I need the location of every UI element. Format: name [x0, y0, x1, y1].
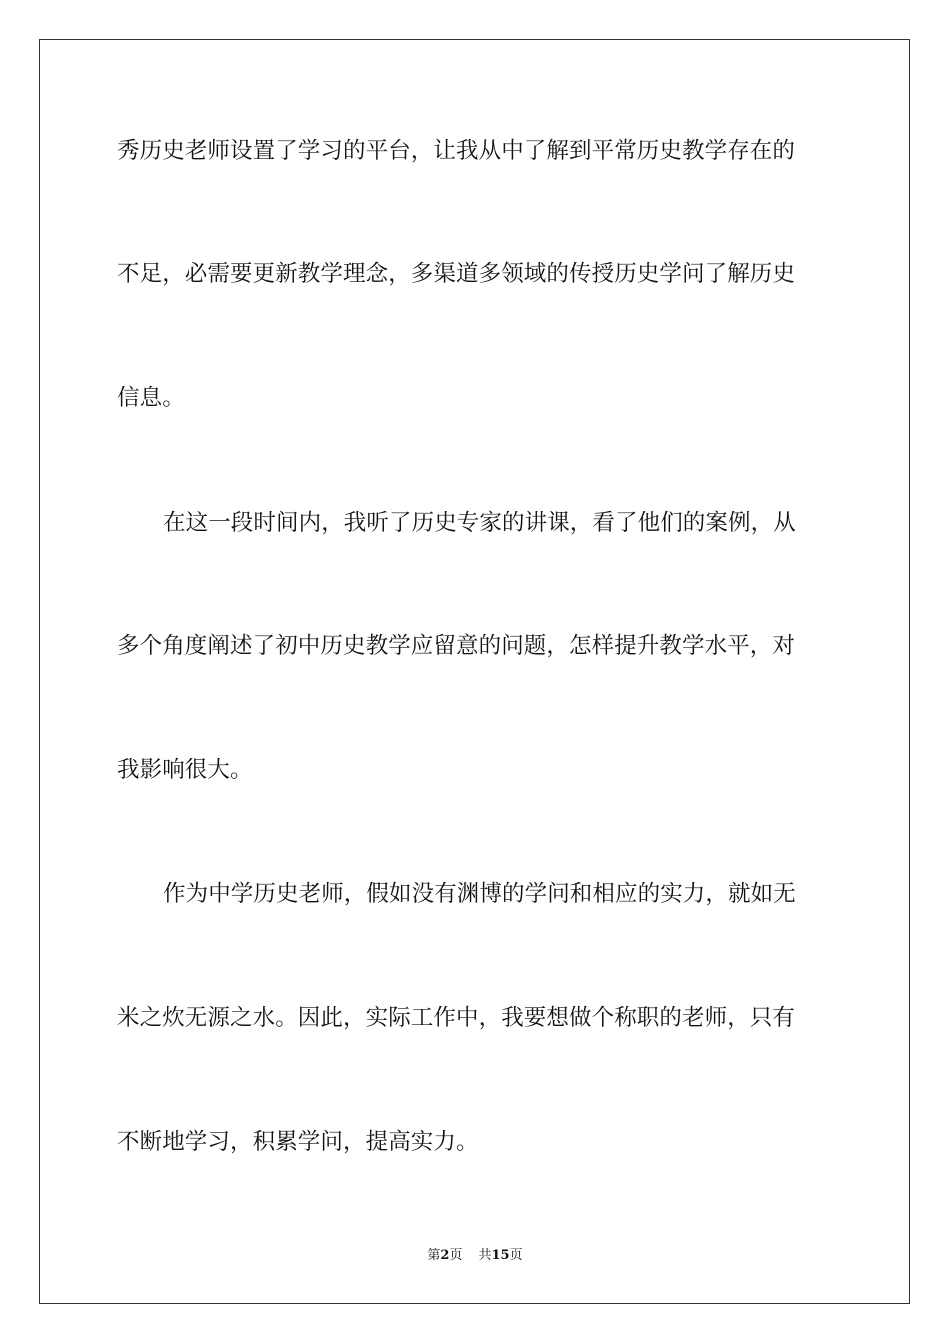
- text-line-7: 作为中学历史老师，假如没有渊博的学问和相应的实力，就如无: [163, 881, 796, 907]
- text-line-1: 秀历史老师设置了学习的平台，让我从中了解到平常历史教学存在的: [117, 138, 796, 164]
- total-suffix: 页: [509, 1248, 523, 1263]
- text-line-6: 我影响很大。: [117, 757, 253, 783]
- page-suffix: 页: [449, 1248, 463, 1263]
- text-line-3: 信息。: [117, 385, 185, 411]
- text-line-9: 不断地学习，积累学问，提高实力。: [117, 1129, 479, 1155]
- page-current: 2: [440, 1248, 450, 1263]
- text-line-5: 多个角度阐述了初中历史教学应留意的问题，怎样提升教学水平，对: [117, 633, 796, 659]
- text-line-2: 不足，必需要更新教学理念，多渠道多领域的传授历史学问了解历史: [117, 261, 796, 287]
- text-line-4: 在这一段时间内，我听了历史专家的讲课，看了他们的案例，从: [163, 510, 796, 536]
- total-prefix: 共: [478, 1248, 492, 1263]
- text-line-8: 米之炊无源之水。因此，实际工作中，我要想做个称职的老师，只有: [117, 1005, 796, 1031]
- page-frame: [39, 39, 910, 1304]
- page-prefix: 第: [427, 1248, 441, 1263]
- page-total: 15: [491, 1248, 510, 1263]
- page-footer: [0, 1246, 950, 1266]
